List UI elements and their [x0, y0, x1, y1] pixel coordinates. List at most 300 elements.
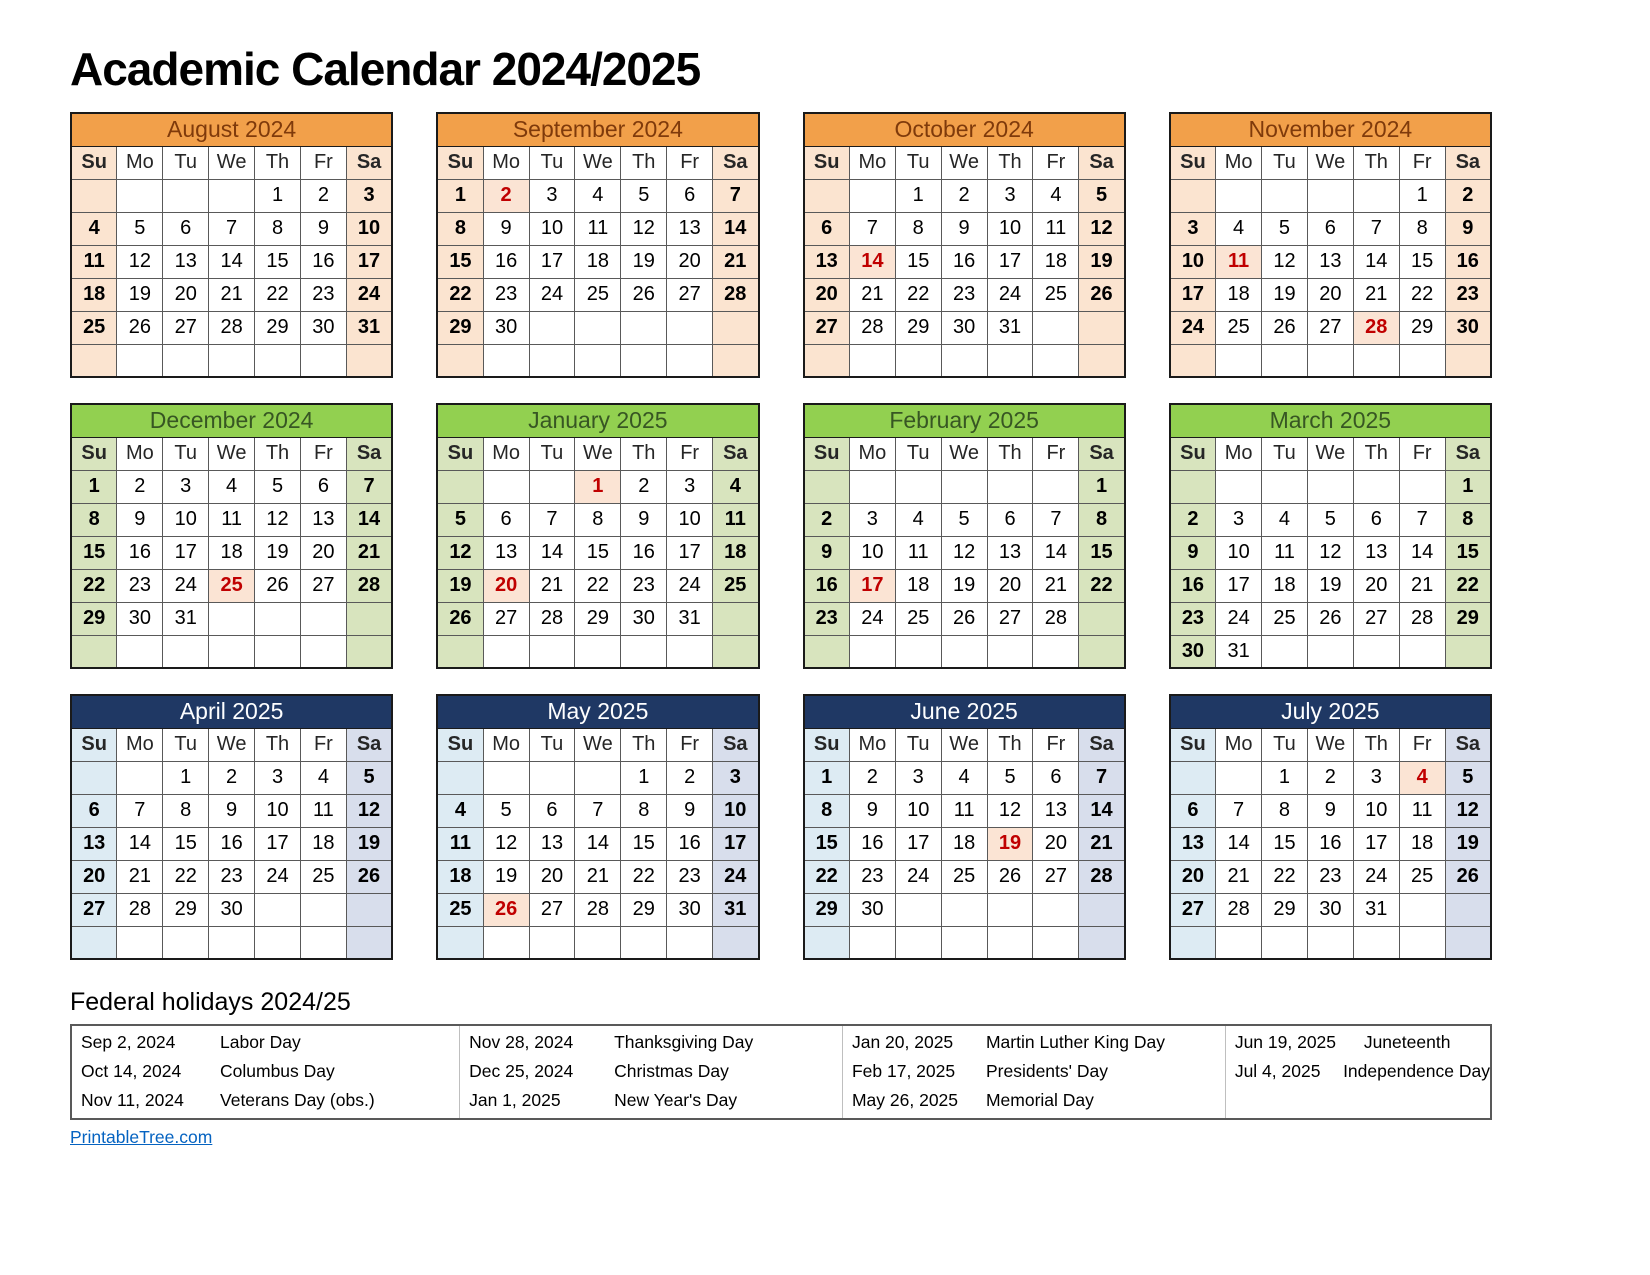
day-cell: 22	[1445, 569, 1491, 602]
empty-cell	[713, 926, 759, 959]
empty-cell	[1079, 311, 1125, 344]
month-calendar-november-2024	[1169, 112, 1492, 378]
day-cell: 19	[1445, 827, 1491, 860]
day-cell: 5	[987, 761, 1033, 794]
day-header: Fr	[300, 146, 346, 179]
day-cell: 5	[1262, 212, 1308, 245]
day-header: Mo	[849, 146, 895, 179]
day-cell: 5	[437, 503, 483, 536]
day-header: Sa	[1079, 728, 1125, 761]
day-cell: 6	[1033, 761, 1079, 794]
holiday-row	[460, 1028, 842, 1057]
empty-cell	[483, 761, 529, 794]
empty-cell	[849, 635, 895, 668]
day-header: Fr	[1033, 728, 1079, 761]
day-cell: 21	[1079, 827, 1125, 860]
day-cell: 30	[667, 893, 713, 926]
day-cell: 18	[575, 245, 621, 278]
day-cell: 1	[255, 179, 301, 212]
holiday-name: Martin Luther King Day	[985, 1032, 1165, 1052]
day-cell: 9	[117, 503, 163, 536]
holiday-name: Veterans Day (obs.)	[220, 1090, 375, 1110]
month-calendar-july-2025	[1169, 694, 1492, 960]
day-cell: 29	[437, 311, 483, 344]
day-cell: 29	[255, 311, 301, 344]
holiday-date: Jul 4, 2025	[1234, 1061, 1321, 1081]
day-header: Sa	[713, 146, 759, 179]
day-cell: 15	[621, 827, 667, 860]
empty-cell	[1445, 344, 1491, 377]
day-header: Fr	[1399, 437, 1445, 470]
day-cell: 19	[255, 536, 301, 569]
empty-cell	[1399, 344, 1445, 377]
day-cell: 25	[1399, 860, 1445, 893]
day-cell: 26	[987, 860, 1033, 893]
day-cell: 24	[1216, 602, 1262, 635]
day-header: We	[941, 146, 987, 179]
empty-cell	[1262, 344, 1308, 377]
empty-cell	[1033, 635, 1079, 668]
holiday-row	[72, 1086, 459, 1115]
empty-cell	[346, 926, 392, 959]
day-header: Mo	[117, 146, 163, 179]
empty-cell	[621, 635, 667, 668]
day-cell: 13	[300, 503, 346, 536]
day-header: Su	[804, 146, 850, 179]
holiday-name: Columbus Day	[220, 1061, 335, 1081]
empty-cell	[1033, 344, 1079, 377]
empty-cell	[163, 926, 209, 959]
day-cell: 12	[1307, 536, 1353, 569]
day-cell: 12	[1445, 794, 1491, 827]
day-cell: 19	[621, 245, 667, 278]
day-cell: 28	[529, 602, 575, 635]
day-header: Mo	[483, 437, 529, 470]
empty-cell	[804, 179, 850, 212]
day-cell: 7	[117, 794, 163, 827]
day-cell: 12	[1262, 245, 1308, 278]
empty-cell	[941, 635, 987, 668]
month-title: October 2024	[804, 113, 1125, 146]
holiday-name: Christmas Day	[614, 1061, 729, 1081]
empty-cell	[1079, 344, 1125, 377]
day-cell: 3	[529, 179, 575, 212]
months-grid	[70, 112, 1492, 960]
day-cell: 15	[437, 245, 483, 278]
day-cell: 20	[987, 569, 1033, 602]
day-cell: 2	[849, 761, 895, 794]
empty-cell	[1353, 344, 1399, 377]
day-cell: 6	[1353, 503, 1399, 536]
holiday-group	[459, 1026, 842, 1118]
empty-cell	[209, 179, 255, 212]
day-header: Tu	[529, 728, 575, 761]
day-cell: 23	[804, 602, 850, 635]
day-cell: 1	[621, 761, 667, 794]
day-cell: 3	[713, 761, 759, 794]
day-cell: 6	[483, 503, 529, 536]
day-cell: 13	[163, 245, 209, 278]
empty-cell	[621, 344, 667, 377]
day-cell: 26	[1445, 860, 1491, 893]
empty-cell	[437, 635, 483, 668]
empty-cell	[667, 635, 713, 668]
day-cell: 31	[163, 602, 209, 635]
day-cell: 25	[209, 569, 255, 602]
empty-cell	[1216, 926, 1262, 959]
day-cell: 21	[1033, 569, 1079, 602]
empty-cell	[163, 344, 209, 377]
day-cell: 13	[667, 212, 713, 245]
day-cell: 24	[849, 602, 895, 635]
empty-cell	[804, 344, 850, 377]
holiday-date: Jun 19, 2025	[1234, 1032, 1337, 1052]
day-cell: 11	[1399, 794, 1445, 827]
day-cell: 29	[71, 602, 117, 635]
empty-cell	[1445, 635, 1491, 668]
holiday-name: Thanksgiving Day	[614, 1032, 754, 1052]
day-cell: 14	[849, 245, 895, 278]
day-header: Su	[71, 728, 117, 761]
day-cell: 9	[300, 212, 346, 245]
empty-cell	[941, 470, 987, 503]
day-header: Mo	[849, 437, 895, 470]
day-cell: 19	[1079, 245, 1125, 278]
day-cell: 18	[437, 860, 483, 893]
empty-cell	[346, 344, 392, 377]
day-header: We	[209, 146, 255, 179]
day-cell: 7	[529, 503, 575, 536]
day-cell: 14	[713, 212, 759, 245]
day-header: Tu	[895, 728, 941, 761]
day-header: Tu	[163, 728, 209, 761]
day-cell: 12	[941, 536, 987, 569]
day-header: We	[1307, 146, 1353, 179]
day-header: Su	[1170, 437, 1216, 470]
day-cell: 20	[1033, 827, 1079, 860]
empty-cell	[71, 926, 117, 959]
empty-cell	[209, 926, 255, 959]
empty-cell	[71, 635, 117, 668]
empty-cell	[575, 635, 621, 668]
empty-cell	[1445, 926, 1491, 959]
day-header: Su	[71, 437, 117, 470]
holiday-row	[460, 1057, 842, 1086]
day-cell: 30	[1445, 311, 1491, 344]
day-cell: 11	[575, 212, 621, 245]
day-cell: 11	[713, 503, 759, 536]
empty-cell	[987, 926, 1033, 959]
day-cell: 30	[1307, 893, 1353, 926]
holiday-date: Nov 28, 2024	[469, 1032, 574, 1052]
day-cell: 16	[1307, 827, 1353, 860]
day-cell: 23	[667, 860, 713, 893]
empty-cell	[1262, 926, 1308, 959]
day-cell: 31	[667, 602, 713, 635]
day-cell: 29	[895, 311, 941, 344]
day-cell: 8	[163, 794, 209, 827]
day-header: Tu	[1262, 437, 1308, 470]
day-cell: 27	[1033, 860, 1079, 893]
day-header: Mo	[117, 728, 163, 761]
empty-cell	[575, 344, 621, 377]
day-cell: 22	[895, 278, 941, 311]
holiday-row	[460, 1086, 842, 1115]
empty-cell	[575, 311, 621, 344]
day-cell: 8	[895, 212, 941, 245]
month-title: April 2025	[71, 695, 392, 728]
holiday-row	[1226, 1028, 1490, 1057]
day-cell: 31	[987, 311, 1033, 344]
day-cell: 30	[209, 893, 255, 926]
day-cell: 10	[713, 794, 759, 827]
empty-cell	[987, 470, 1033, 503]
empty-cell	[1262, 470, 1308, 503]
day-cell: 15	[255, 245, 301, 278]
day-cell: 31	[1353, 893, 1399, 926]
day-cell: 3	[1353, 761, 1399, 794]
day-cell: 28	[1033, 602, 1079, 635]
day-cell: 8	[255, 212, 301, 245]
day-cell: 21	[529, 569, 575, 602]
day-cell: 22	[71, 569, 117, 602]
day-header: Th	[255, 728, 301, 761]
day-cell: 23	[483, 278, 529, 311]
day-cell: 8	[437, 212, 483, 245]
day-cell: 17	[667, 536, 713, 569]
day-cell: 25	[895, 602, 941, 635]
day-cell: 9	[1170, 536, 1216, 569]
day-header: Fr	[667, 146, 713, 179]
empty-cell	[1033, 926, 1079, 959]
day-header: Mo	[1216, 728, 1262, 761]
empty-cell	[941, 926, 987, 959]
month-title: August 2024	[71, 113, 392, 146]
day-header: Sa	[1079, 146, 1125, 179]
day-cell: 27	[804, 311, 850, 344]
day-cell: 14	[1399, 536, 1445, 569]
day-header: Th	[987, 146, 1033, 179]
day-cell: 15	[575, 536, 621, 569]
day-cell: 8	[1079, 503, 1125, 536]
holiday-name: Juneteenth	[1363, 1032, 1451, 1052]
day-cell: 23	[1445, 278, 1491, 311]
day-header: Fr	[1033, 146, 1079, 179]
day-cell: 27	[71, 893, 117, 926]
empty-cell	[667, 926, 713, 959]
day-cell: 18	[1216, 278, 1262, 311]
day-cell: 25	[941, 860, 987, 893]
day-cell: 14	[1353, 245, 1399, 278]
day-cell: 25	[1262, 602, 1308, 635]
day-cell: 11	[1262, 536, 1308, 569]
day-cell: 24	[987, 278, 1033, 311]
day-cell: 12	[987, 794, 1033, 827]
empty-cell	[1307, 926, 1353, 959]
empty-cell	[1033, 311, 1079, 344]
day-cell: 2	[941, 179, 987, 212]
day-cell: 3	[895, 761, 941, 794]
day-cell: 26	[255, 569, 301, 602]
day-cell: 9	[209, 794, 255, 827]
empty-cell	[575, 761, 621, 794]
empty-cell	[255, 635, 301, 668]
month-calendar-december-2024	[70, 403, 393, 669]
empty-cell	[804, 926, 850, 959]
empty-cell	[1262, 635, 1308, 668]
empty-cell	[437, 470, 483, 503]
day-header: Tu	[529, 437, 575, 470]
day-cell: 18	[1262, 569, 1308, 602]
empty-cell	[483, 470, 529, 503]
empty-cell	[1307, 179, 1353, 212]
empty-cell	[1399, 893, 1445, 926]
day-cell: 25	[300, 860, 346, 893]
empty-cell	[895, 893, 941, 926]
day-header: Sa	[1445, 146, 1491, 179]
day-header: Mo	[117, 437, 163, 470]
day-cell: 7	[1033, 503, 1079, 536]
day-cell: 9	[804, 536, 850, 569]
day-cell: 22	[163, 860, 209, 893]
day-cell: 19	[987, 827, 1033, 860]
day-cell: 29	[163, 893, 209, 926]
day-header: Mo	[483, 728, 529, 761]
day-cell: 4	[941, 761, 987, 794]
day-cell: 26	[483, 893, 529, 926]
day-cell: 11	[209, 503, 255, 536]
empty-cell	[621, 926, 667, 959]
day-cell: 2	[621, 470, 667, 503]
day-cell: 3	[1170, 212, 1216, 245]
day-cell: 16	[117, 536, 163, 569]
day-cell: 27	[1170, 893, 1216, 926]
day-cell: 9	[667, 794, 713, 827]
day-cell: 12	[346, 794, 392, 827]
empty-cell	[1170, 179, 1216, 212]
empty-cell	[1170, 761, 1216, 794]
day-cell: 20	[300, 536, 346, 569]
site-link[interactable]: PrintableTree.com	[70, 1127, 213, 1147]
day-cell: 22	[804, 860, 850, 893]
empty-cell	[1216, 344, 1262, 377]
day-cell: 28	[1216, 893, 1262, 926]
month-calendar-january-2025	[436, 403, 759, 669]
day-cell: 24	[346, 278, 392, 311]
day-cell: 30	[849, 893, 895, 926]
day-header: Th	[621, 728, 667, 761]
month-title: December 2024	[71, 404, 392, 437]
day-cell: 10	[1170, 245, 1216, 278]
day-cell: 17	[346, 245, 392, 278]
empty-cell	[163, 179, 209, 212]
empty-cell	[1353, 179, 1399, 212]
day-cell: 18	[1399, 827, 1445, 860]
day-cell: 12	[255, 503, 301, 536]
day-cell: 23	[209, 860, 255, 893]
day-cell: 20	[1170, 860, 1216, 893]
day-cell: 22	[621, 860, 667, 893]
empty-cell	[437, 344, 483, 377]
day-cell: 7	[575, 794, 621, 827]
holiday-row	[843, 1057, 1225, 1086]
day-cell: 29	[621, 893, 667, 926]
day-cell: 12	[117, 245, 163, 278]
empty-cell	[117, 926, 163, 959]
day-header: Tu	[163, 146, 209, 179]
day-cell: 4	[437, 794, 483, 827]
day-cell: 10	[255, 794, 301, 827]
day-cell: 1	[804, 761, 850, 794]
day-cell: 18	[713, 536, 759, 569]
day-cell: 8	[71, 503, 117, 536]
day-cell: 14	[529, 536, 575, 569]
day-cell: 16	[804, 569, 850, 602]
day-cell: 27	[529, 893, 575, 926]
empty-cell	[1033, 470, 1079, 503]
empty-cell	[1079, 893, 1125, 926]
empty-cell	[1399, 470, 1445, 503]
day-header: We	[575, 146, 621, 179]
day-cell: 30	[483, 311, 529, 344]
day-cell: 17	[163, 536, 209, 569]
day-cell: 13	[987, 536, 1033, 569]
day-cell: 16	[483, 245, 529, 278]
empty-cell	[483, 926, 529, 959]
day-cell: 30	[300, 311, 346, 344]
day-cell: 25	[713, 569, 759, 602]
month-calendar-february-2025	[803, 403, 1126, 669]
empty-cell	[300, 602, 346, 635]
day-cell: 30	[117, 602, 163, 635]
day-cell: 30	[941, 311, 987, 344]
holiday-date: Jan 1, 2025	[469, 1090, 561, 1110]
day-cell: 27	[1353, 602, 1399, 635]
day-cell: 18	[209, 536, 255, 569]
day-header: Sa	[346, 146, 392, 179]
day-cell: 3	[849, 503, 895, 536]
empty-cell	[529, 761, 575, 794]
day-cell: 2	[1445, 179, 1491, 212]
holiday-date: Dec 25, 2024	[469, 1061, 574, 1081]
day-cell: 2	[117, 470, 163, 503]
day-cell: 31	[713, 893, 759, 926]
empty-cell	[255, 893, 301, 926]
day-header: Tu	[895, 146, 941, 179]
day-cell: 5	[255, 470, 301, 503]
day-cell: 11	[1033, 212, 1079, 245]
empty-cell	[895, 635, 941, 668]
day-cell: 7	[1353, 212, 1399, 245]
empty-cell	[300, 893, 346, 926]
day-cell: 24	[163, 569, 209, 602]
day-cell: 14	[575, 827, 621, 860]
empty-cell	[941, 344, 987, 377]
holiday-name: Independence Day	[1343, 1061, 1490, 1081]
day-cell: 5	[1445, 761, 1491, 794]
day-cell: 17	[713, 827, 759, 860]
day-cell: 12	[437, 536, 483, 569]
holidays-heading: Federal holidays 2024/25	[70, 988, 351, 1016]
day-header: We	[209, 437, 255, 470]
day-cell: 3	[346, 179, 392, 212]
month-title: March 2025	[1170, 404, 1491, 437]
day-cell: 7	[849, 212, 895, 245]
day-cell: 24	[713, 860, 759, 893]
day-cell: 1	[163, 761, 209, 794]
day-cell: 28	[1399, 602, 1445, 635]
month-calendar-march-2025	[1169, 403, 1492, 669]
